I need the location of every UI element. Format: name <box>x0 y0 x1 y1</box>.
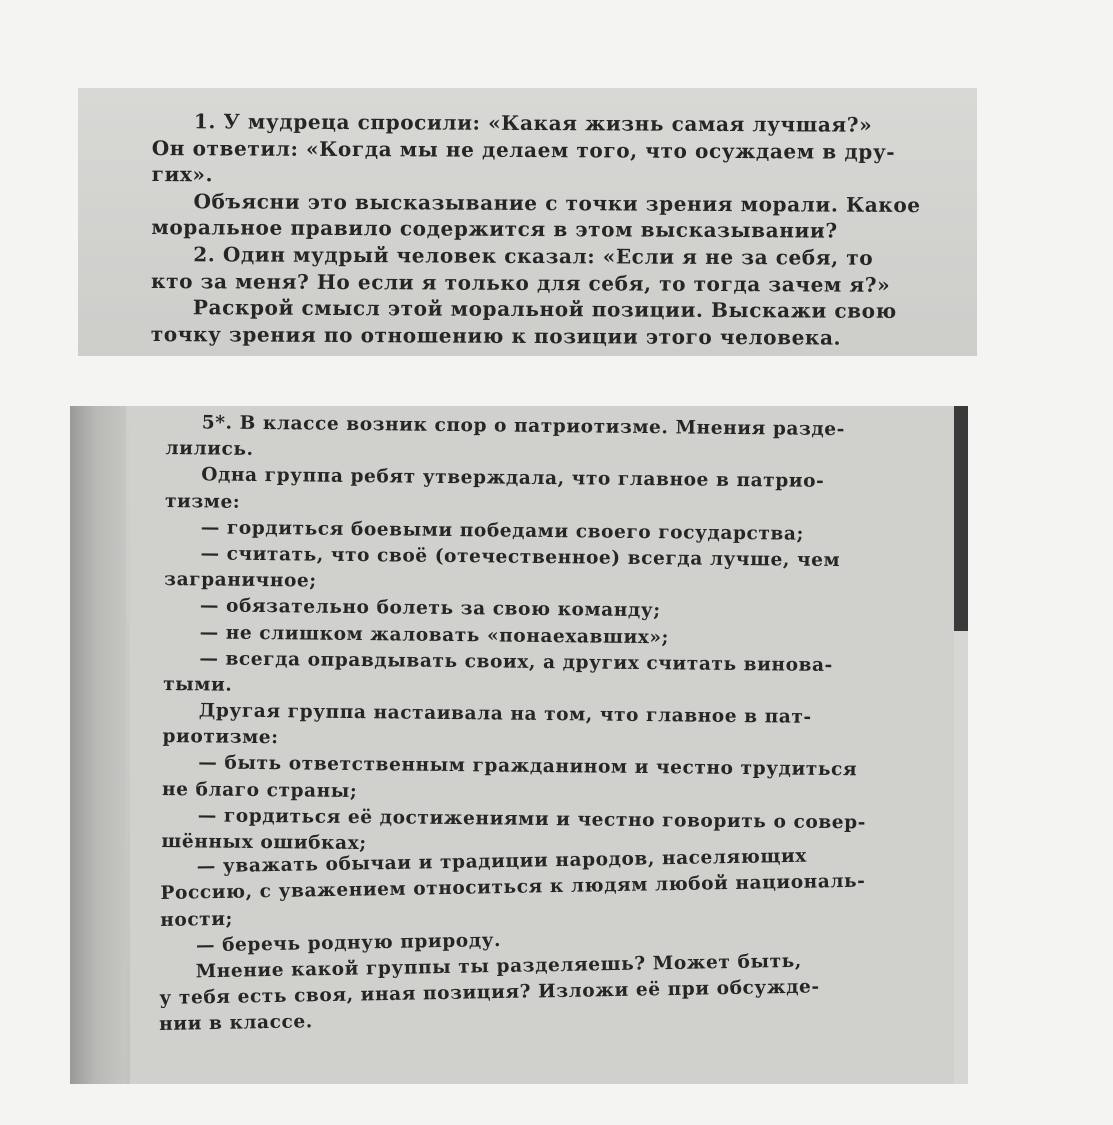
text-line: 2. Один мудрый человек сказал: «Если я не за себя, то <box>193 242 874 270</box>
text-line: — беречь родную природу. <box>195 929 502 957</box>
text-line: — считать, что своё (отечественное) всегда лучше, чем <box>200 543 841 572</box>
text-line: — быть ответственным гражданином и честно трудиться <box>198 752 858 781</box>
text-line: кто за меня? Но если я только для себя, то тогда зачем я?» <box>151 268 891 297</box>
page-shadow <box>70 406 126 1084</box>
text-line: Он ответил: «Когда мы не делаем того, что осуждаем в дру- <box>151 135 896 164</box>
text-line: Россию, с уважением относиться к людям любой националь- <box>160 871 866 905</box>
text-line: — не слишком жаловать «понаехавших»; <box>199 621 670 648</box>
text-line: — гордиться её достижениями и честно говорить о совер- <box>197 805 867 834</box>
excerpt-2-text <box>159 410 871 1046</box>
text-line: у тебя есть своя, иная позиция? Изложи её при обсужде- <box>159 976 820 1010</box>
text-line: 5*. В классе возник спор о патриотизме. Мнения разде- <box>201 412 846 441</box>
textbook-photo-2 <box>70 406 968 1084</box>
text-line: ности; <box>160 908 234 931</box>
text-line: моральное правило содержится в этом высказывании? <box>151 215 838 243</box>
text-line: Мнение какой группы ты разделяешь? Может быть, <box>195 950 803 983</box>
text-line: — уважать обычаи и традиции народов, населяющих <box>196 845 808 878</box>
text-line: нии в классе. <box>158 1011 313 1036</box>
text-line: гих». <box>151 162 214 187</box>
text-line: тизме: <box>164 490 241 513</box>
text-line: 1. У мудреца спросили: «Какая жизнь самая лучшая?» <box>193 109 873 137</box>
text-line: заграничное; <box>164 569 317 592</box>
text-line: — гордиться боевыми победами своего государства; <box>200 517 805 545</box>
page-edge-dark <box>954 406 968 631</box>
text-line: тыми. <box>163 673 233 696</box>
text-line: — обязательно болеть за свою команду; <box>199 595 661 622</box>
text-line: Другая группа настаивала на том, что главное в пат- <box>198 700 812 728</box>
text-line: лились. <box>165 438 254 461</box>
text-line: риотизме: <box>162 726 279 749</box>
page-edge-light <box>954 631 968 1084</box>
textbook-photo-1 <box>78 88 977 356</box>
text-line: не благо страны; <box>161 778 358 802</box>
text-line: шённых ошибках; <box>161 830 367 855</box>
excerpt-1-text <box>151 108 921 351</box>
text-line: Одна группа ребят утверждала, что главное в патрио- <box>201 464 825 493</box>
text-line: Объясни это высказывание с точки зрения морали. Какое <box>193 189 921 217</box>
text-line: — всегда оправдывать своих, а других считать винова- <box>199 648 834 676</box>
text-line: Раскрой смысл этой моральной позиции. Выскажи свою <box>192 295 897 324</box>
text-line: точку зрения по отношению к позиции этого человека. <box>150 321 842 350</box>
